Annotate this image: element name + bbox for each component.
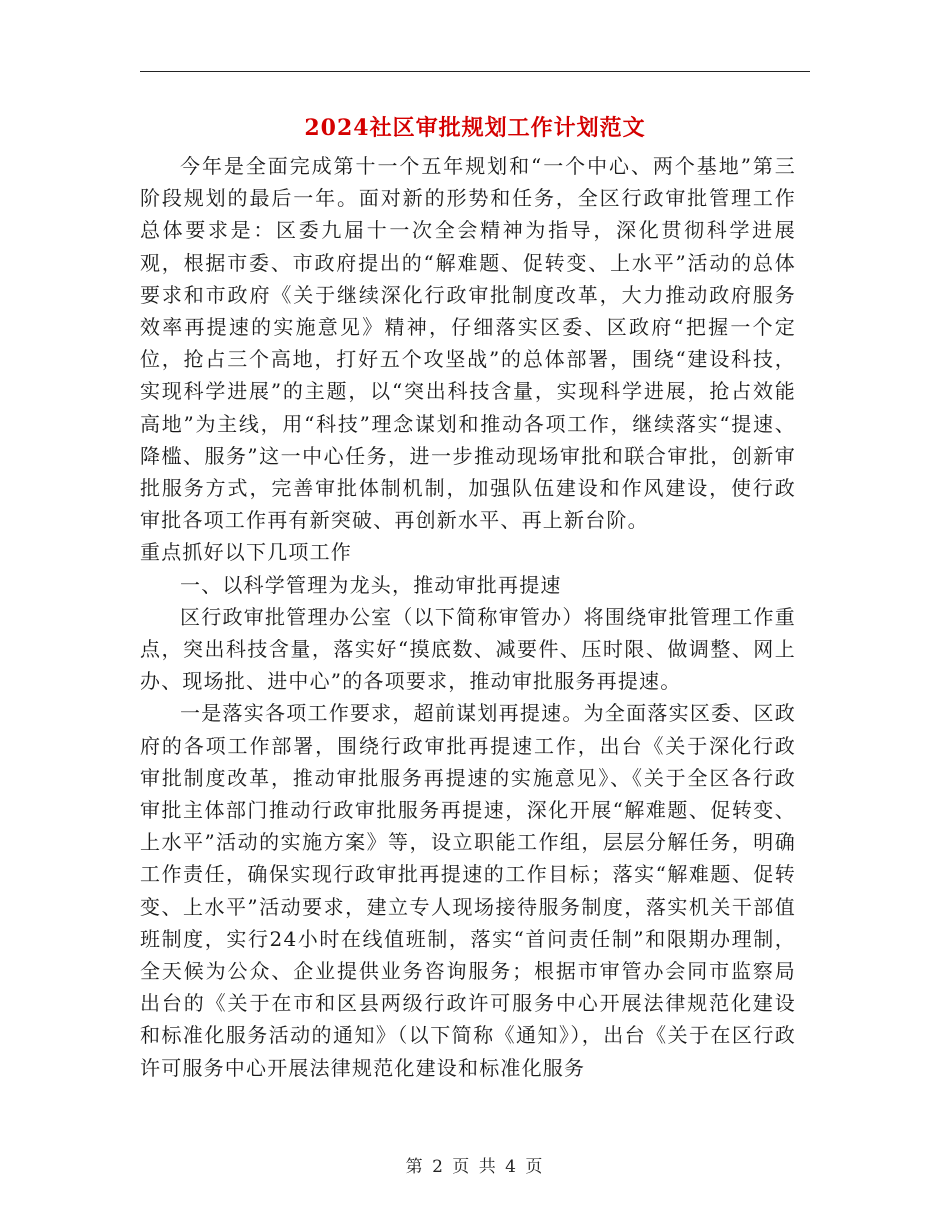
section-heading-1: 一、以科学管理为龙头，推动审批再提速 bbox=[180, 572, 562, 597]
document-title: 2024社区审批规划工作计划范文 bbox=[304, 115, 646, 141]
document-body bbox=[140, 150, 796, 1084]
page-number: 第 2 页 共 4 页 bbox=[405, 1157, 545, 1177]
header-rule bbox=[140, 71, 810, 72]
paragraph-item-1: 一是落实各项工作要求，超前谋划再提速。为全面落实区委、区政府的各项工作部署，围绕行政审批再提速工作，出台《关于深化行政审批制度改革，推动审批服务再提速的实施意见》、《关于全区各行政审批主体部门推动行政审批服务再提速，深化开展“解难题、促转变、上水平”活动的实施方案》等，设立职能工作组，层层分解任务，明确工作责任，确保实现行政审批再提速的工作目标；落实“解难题、促转变、上水平”活动要求，建立专人现场接待服务制度，落实机关干部值班制度，实行24小时在线值班制，落实“首问责任制”和限期办理制，全天候为公众、企业提供业务咨询服务；根据市审管办会同市监察局出台的《关于在市和区县两级行政许可服务中心开展法律规范化建设和标准化服务活动的通知》（以下简称《通知》），出台《关于在区行政许可服务中心开展法律规范化建设和标准化服务 bbox=[140, 701, 796, 1080]
paragraph-key-points: 重点抓好以下几项工作 bbox=[140, 540, 352, 565]
paragraph-section-1-intro: 区行政审批管理办公室（以下简称审管办）将围绕审批管理工作重点，突出科技含量，落实好“摸底数、减要件、压时限、做调整、网上办、现场批、进中心”的各项要求，推动审批服务再提速。 bbox=[140, 604, 796, 694]
paragraph-intro: 今年是全面完成第十一个五年规划和“一个中心、两个基地”第三阶段规划的最后一年。面对新的形势和任务，全区行政审批管理工作总体要求是：区委九届十一次全会精神为指导，深化贯彻科学进展观，根据市委、市政府提出的“解难题、促转变、上水平”活动的总体要求和市政府《关于继续深化行政审批制度改革，大力推动政府服务效率再提速的实施意见》精神，仔细落实区委、区政府“把握一个定位，抢占三个高地，打好五个攻坚战”的总体部署，围绕“建设科技，实现科学进展”的主题，以“突出科技含量，实现科学进展，抢占效能高地”为主线，用“科技”理念谋划和推动各项工作，继续落实“提速、降槛、服务”这一中心任务，进一步推动现场审批和联合审批，创新审批服务方式，完善审批体制机制，加强队伍建设和作风建设，使行政审批各项工作再有新突破、再创新水平、再上新台阶。 bbox=[140, 154, 796, 533]
